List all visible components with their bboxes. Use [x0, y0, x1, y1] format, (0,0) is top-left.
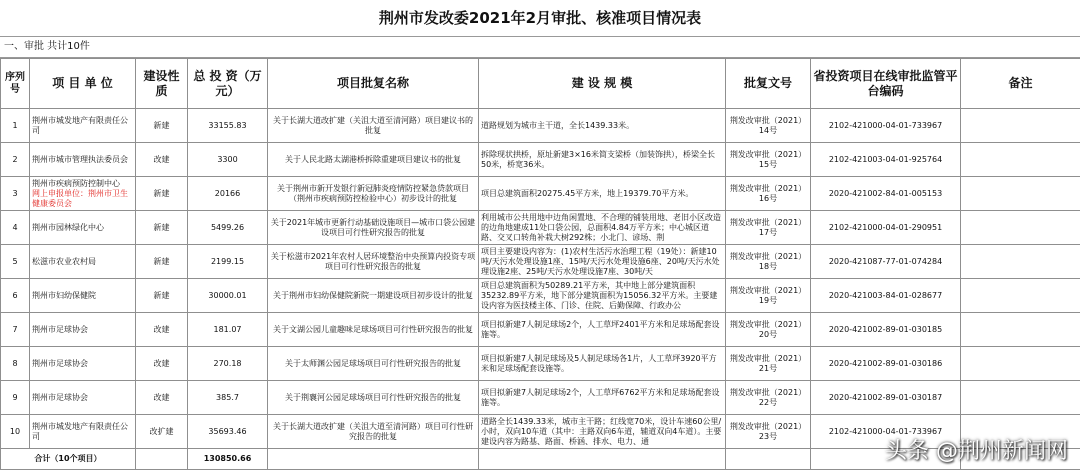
row-unit: 荆州市城发地产有限责任公司	[30, 415, 136, 449]
row-scale: 项目拟新建7人制足球场及5人制足球场各1片，人工草坪3920平方米和足球场配套设施等。	[479, 347, 726, 381]
row-invest: 20166	[188, 177, 268, 211]
row-doc: 荆发改审批（2021）16号	[726, 177, 811, 211]
row-code: 2102-421003-04-01-925764	[811, 143, 961, 177]
row-doc: 荆发改审批（2021）17号	[726, 211, 811, 245]
table-row	[1, 245, 1080, 279]
table-row	[1, 347, 1080, 381]
row-seq: 3	[1, 177, 30, 211]
table-row	[1, 143, 1080, 177]
row-code: 2102-421000-04-01-733967	[811, 109, 961, 143]
header-invest: 总 投 资（万元）	[188, 59, 268, 109]
row-scale: 拆除现状拱桥，原址新建3×16米简支梁桥（加装饰拱），桥梁全长50米，桥宽36米。	[479, 143, 726, 177]
row-remark	[961, 211, 1080, 245]
row-name: 关于荆州市新开发银行新冠肺炎疫情防控紧急贷款项目（荆州市疾病预防控检验中心）初步设计的批复	[268, 177, 479, 211]
row-code: 2020-421003-84-01-028677	[811, 279, 961, 313]
page-title: 荆州市发改委2021年2月审批、核准项目情况表	[0, 0, 1080, 37]
table-row	[1, 279, 1080, 313]
row-remark	[961, 381, 1080, 415]
row-doc: 荆发改审批（2021）18号	[726, 245, 811, 279]
header-row	[1, 59, 1080, 109]
row-doc: 荆发改审批（2021）19号	[726, 279, 811, 313]
header-seq: 序列号	[1, 59, 30, 109]
row-code: 2102-421000-04-01-290951	[811, 211, 961, 245]
row-seq: 1	[1, 109, 30, 143]
row-seq: 10	[1, 415, 30, 449]
row-name: 关于长湖大道改扩建（关沮大道至清河路）项目建议书的批复	[268, 109, 479, 143]
row-nature: 新建	[136, 245, 188, 279]
row-code: 2020-421002-84-01-005153	[811, 177, 961, 211]
row-nature: 改建	[136, 313, 188, 347]
row-invest: 30000.01	[188, 279, 268, 313]
row-scale: 项目总建筑面积为50289.21平方米，其中地上部分建筑面积35232.89平方米，地下部分建筑面积为15056.32平方米。主要建设内容为医技楼主体、门诊、住院、后勤保障、行政办公	[479, 279, 726, 313]
row-unit: 荆州市城发地产有限责任公司	[30, 109, 136, 143]
row-invest: 270.18	[188, 347, 268, 381]
header-remark: 备注	[961, 59, 1080, 109]
row-unit: 松滋市农业农村局	[30, 245, 136, 279]
total-invest: 130850.66	[188, 449, 268, 470]
row-invest: 33155.83	[188, 109, 268, 143]
total-empty-doc	[726, 449, 811, 470]
row-unit-note: 网上申报单位：荆州市卫生健康委员会	[32, 188, 128, 208]
row-remark	[961, 245, 1080, 279]
row-nature: 新建	[136, 211, 188, 245]
row-seq: 7	[1, 313, 30, 347]
total-empty-scale	[479, 449, 726, 470]
row-remark	[961, 347, 1080, 381]
row-seq: 8	[1, 347, 30, 381]
row-remark	[961, 313, 1080, 347]
table-row	[1, 109, 1080, 143]
row-remark	[961, 109, 1080, 143]
approval-table	[0, 58, 1080, 470]
table-row	[1, 313, 1080, 347]
row-invest: 5499.26	[188, 211, 268, 245]
row-unit: 荆州市城市管理执法委员会	[30, 143, 136, 177]
header-nature: 建设性质	[136, 59, 188, 109]
header-scale: 建 设 规 模	[479, 59, 726, 109]
row-nature: 改建	[136, 381, 188, 415]
row-nature: 改扩建	[136, 415, 188, 449]
row-unit: 荆州市足球协会	[30, 347, 136, 381]
total-label: 合计（10个项目）	[1, 449, 136, 470]
row-nature: 新建	[136, 279, 188, 313]
table-row	[1, 177, 1080, 211]
row-nature: 新建	[136, 177, 188, 211]
row-invest: 35693.46	[188, 415, 268, 449]
header-unit: 项 目 单 位	[30, 59, 136, 109]
header-name: 项目批复名称	[268, 59, 479, 109]
row-code: 2020-421002-89-01-030187	[811, 381, 961, 415]
row-scale: 利用城市公共用地中边角闲置地、不合理的铺装用地、老旧小区改造的边角地建成11处口袋公园，总面积4.84万平方米；中心城区道路、交叉口转角补栽大树292株；小北门、谚场、荆	[479, 211, 726, 245]
row-code: 2020-421002-89-01-030186	[811, 347, 961, 381]
watermark: 头条 @荆州新闻网	[885, 439, 1068, 464]
row-scale: 道路规划为城市主干道，全长1439.33米。	[479, 109, 726, 143]
row-unit: 荆州市妇幼保健院	[30, 279, 136, 313]
row-scale: 项目拟新建7人制足球场2个，人工草坪2401平方米和足球场配套设施等。	[479, 313, 726, 347]
row-seq: 9	[1, 381, 30, 415]
row-name: 关于文湖公园儿童趣味足球场项目可行性研究报告的批复	[268, 313, 479, 347]
row-scale: 道路全长1439.33米，城市主干路；红线宽70米，设计车速60公里/小时，双向10车道（其中：主路双向6车道，辅道双向4车道）。主要建设内容为路基、路面、桥涵、排水、电力、通	[479, 415, 726, 449]
row-nature: 改建	[136, 143, 188, 177]
row-name: 关于人民北路太湖港桥拆除重建项目建议书的批复	[268, 143, 479, 177]
row-name: 关于松滋市2021年农村人居环境整治中央预算内投资专项项目可行性研究报告的批复	[268, 245, 479, 279]
table-row	[1, 211, 1080, 245]
row-code: 2102-421000-04-01-733967	[811, 415, 961, 449]
row-doc: 荆发改审批（2021）20号	[726, 313, 811, 347]
row-doc: 荆发改审批（2021）21号	[726, 347, 811, 381]
row-scale: 项目主要建设内容为：(1)农村生活污水治理工程（19处）：新建10吨/天污水处理设施1座、15吨/天污水处理设施6座、20吨/天污水处理设施2座、25吨/天污水处理设施7座、30吨/天	[479, 245, 726, 279]
row-name: 关于太师渊公园足球场项目可行性研究报告的批复	[268, 347, 479, 381]
row-scale: 项目拟新建7人制足球场2个，人工草坪6762平方米和足球场配套设施等。	[479, 381, 726, 415]
header-doc: 批复文号	[726, 59, 811, 109]
row-remark	[961, 177, 1080, 211]
row-unit: 荆州市疾病预防控制中心 网上申报单位：荆州市卫生健康委员会	[30, 177, 136, 211]
row-nature: 新建	[136, 109, 188, 143]
row-invest: 2199.15	[188, 245, 268, 279]
row-doc: 荆发改审批（2021）22号	[726, 381, 811, 415]
total-empty-name	[268, 449, 479, 470]
row-name: 关于2021年城市更新行动基础设施项目—城市口袋公园建设项目可行性研究报告的批复	[268, 211, 479, 245]
row-seq: 6	[1, 279, 30, 313]
row-doc: 荆发改审批（2021）23号	[726, 415, 811, 449]
row-seq: 4	[1, 211, 30, 245]
row-doc: 荆发改审批（2021）14号	[726, 109, 811, 143]
row-name: 关于荆州市妇幼保健院新院一期建设项目初步设计的批复	[268, 279, 479, 313]
row-unit: 荆州市园林绿化中心	[30, 211, 136, 245]
row-seq: 5	[1, 245, 30, 279]
row-seq: 2	[1, 143, 30, 177]
row-invest: 385.7	[188, 381, 268, 415]
row-name: 关于荆襄河公园足球场项目可行性研究报告的批复	[268, 381, 479, 415]
row-invest: 3300	[188, 143, 268, 177]
row-doc: 荆发改审批（2021）15号	[726, 143, 811, 177]
row-unit: 荆州市足球协会	[30, 381, 136, 415]
row-unit: 荆州市足球协会	[30, 313, 136, 347]
row-nature: 改建	[136, 347, 188, 381]
row-remark	[961, 279, 1080, 313]
row-invest: 181.07	[188, 313, 268, 347]
row-name: 关于长湖大道改扩建（关沮大道至清河路）项目可行性研究报告的批复	[268, 415, 479, 449]
row-scale: 项目总建筑面积20275.45平方米，地上19379.70平方米。	[479, 177, 726, 211]
section-heading: 一、审批 共计10件	[0, 36, 1080, 58]
header-code: 省投资项目在线审批监管平台编码	[811, 59, 961, 109]
row-code: 2020-421002-89-01-030185	[811, 313, 961, 347]
row-remark	[961, 143, 1080, 177]
row-code: 2020-421087-77-01-074284	[811, 245, 961, 279]
table-row	[1, 381, 1080, 415]
total-empty-nature	[136, 449, 188, 470]
